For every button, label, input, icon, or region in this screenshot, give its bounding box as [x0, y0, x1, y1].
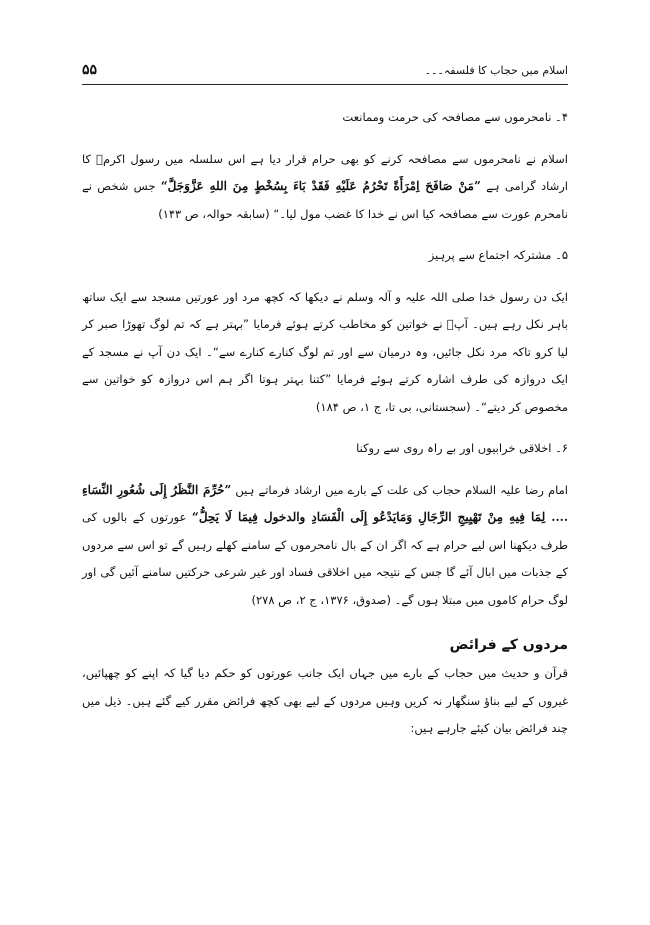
- section-6-hadith: ”حُرِّمَ النَّظَرُ إِلَى شُعُورِ النِّسَاءِ .... لِمَا فِيهِ مِنْ تَهْيِيجِ الرِّجَالِ وَمَايَدْعُو إِلَى الْفَسَادِ والدخول فِيمَا لَا يَحِلُّ“: [82, 482, 568, 524]
- section-4-heading: ۴۔ نامحرموں سے مصافحہ کی حرمت وممانعت: [342, 110, 568, 124]
- spacer: [82, 270, 568, 284]
- running-title: اسلام میں حجاب کا فلسفہ۔۔۔: [424, 64, 568, 77]
- section-4-paragraph: [82, 146, 568, 229]
- section-5-heading: ۵۔ مشترکہ اجتماع سے پرہیز: [428, 248, 568, 262]
- spacer: [82, 463, 568, 477]
- spacer: [82, 132, 568, 146]
- section-4-text-before: اسلام نے نامحرموں سے مصافحہ کرنے کو بھی حرام قرار دیا ہے اس سلسلہ میں رسول اکرمؐ کا ارشاد گرامی ہے: [82, 151, 568, 193]
- section-6-paragraph: [82, 477, 568, 615]
- page-header: [82, 62, 568, 84]
- section-7-paragraph: قرآن و حدیث میں حجاب کے بارے میں جہاں ایک جانب عورتوں کو حکم دیا گیا کہ اپنے کو چھپائیں، غیروں کے لیے بناؤ سنگھار نہ کریں وہیں مردوں کے لیے بھی کچھ فرائض مقرر کیے گئے ہیں۔ ذیل میں چند فرائض بیان کیئے جارہے ہیں:: [82, 666, 568, 735]
- section-4-hadith: ”مَنْ صَافَحَ اِمْرَأَةً تَحْرُمُ عَلَيْهِ فَقَدْ بَاءَ بِسُخْطٍ مِنَ اللهِ عَزَّوَجَلَّ“: [160, 179, 481, 193]
- section-4-text-after: جس شخص نے نامحرم عورت سے مصافحہ کیا اس نے خدا کا غضب مول لیا۔“ (سابقہ حوالہ، ص ۱۴۳): [82, 179, 568, 221]
- spacer: [82, 228, 568, 242]
- page-number: ۵۵: [82, 62, 98, 78]
- section-6-text-before: امام رضا علیہ السلام حجاب کی علت کے بارے میں ارشاد فرماتے ہیں: [231, 482, 568, 497]
- section-6-text-after: عورتوں کے بالوں کی طرف دیکھنا اس لیے حرام ہے کہ اگر ان کے بال نامحرموں کے سامنے کھلے رہیں گے تو اس سے مردوں کے جذبات میں ابال آئے گا جس کے نتیجہ میں اخلاقی فساد اور غیر شرعی حرکتیں سامنے آئیں گی اور لوگ حرام کاموں میں مبتلا ہوں گے۔ (صدوق، ۱۳۷۶، ج ۲، ص ۲۷۸): [82, 510, 568, 607]
- spacer: [82, 421, 568, 435]
- page-body: [82, 104, 568, 743]
- section-5-paragraph: ایک دن رسول خدا صلی اللہ علیہ و آلہ وسلم نے دیکھا کہ کچھ مرد اور عورتیں مسجد سے ایک ساتھ باہر نکل رہے ہیں۔ آپؐ نے خواتین کو مخاطب کرتے ہوئے فرمایا ”بہتر ہے کہ تم لوگ تھوڑا صبر کر لیا کرو تاکہ مرد نکل جائیں، وہ درمیان سے اور تم لوگ کنارے کنارے سے“۔ ایک دن آپ نے مسجد کے ایک دروازہ کی طرف اشارہ کرتے ہوئے فرمایا ”کتنا بہتر ہوتا اگر ہم اس دروازہ کو خواتین سے مخصوص کر دیتے“۔ (سجستانی، بی تا، ج ۱، ص ۱۸۴): [82, 289, 568, 414]
- header-rule: [82, 84, 568, 85]
- spacer: [82, 614, 568, 630]
- section-7-heading: مردوں کے فرائض: [449, 637, 568, 653]
- section-6-heading: ۶۔ اخلاقی خرابیوں اور بے راہ روی سے روکنا: [356, 441, 568, 455]
